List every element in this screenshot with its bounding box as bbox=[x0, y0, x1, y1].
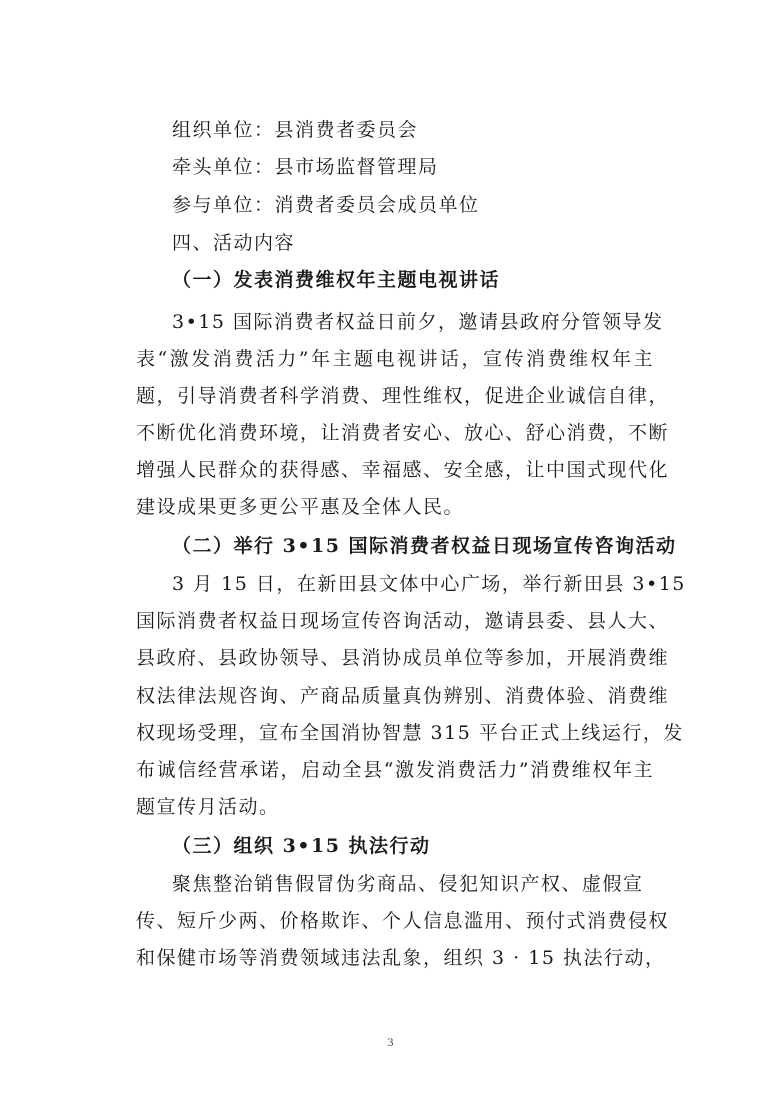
paragraph-line: 权现场受理，宣布全国消协智慧 315 平台正式上线运行，发 bbox=[136, 722, 684, 744]
organizer-label: 组织单位： bbox=[172, 119, 275, 141]
paragraph-line: 聚焦整治销售假冒伪劣商品、侵犯知识产权、虚假宣 bbox=[172, 873, 644, 895]
paragraph-line: 布诚信经营承诺，启动全县“激发消费活力”消费维权年主 bbox=[136, 759, 654, 781]
page-number: 3 bbox=[387, 1035, 394, 1049]
paragraph-line: 题宣传月活动。 bbox=[136, 796, 280, 818]
paragraph-line: 表“激发消费活力”年主题电视讲话，宣传消费维权年主 bbox=[136, 348, 654, 370]
subsection-1-title: （一）发表消费维权年主题电视讲话 bbox=[172, 269, 501, 291]
organizer-value: 县消费者委员会 bbox=[274, 119, 419, 141]
lead-unit-line bbox=[172, 155, 439, 179]
paragraph-line: 权法律法规咨询、产商品质量真伪辨别、消费体验、消费维 bbox=[136, 685, 670, 707]
paragraph-line: 3•15 国际消费者权益日前夕，邀请县政府分管领导发 bbox=[172, 311, 664, 333]
participant-label: 参与单位： bbox=[172, 194, 275, 216]
paragraph-line: 国际消费者权益日现场宣传咨询活动，邀请县委、县人大、 bbox=[136, 610, 670, 632]
paragraph-line: 和保健市场等消费领域违法乱象，组织 3 · 15 执法行动， bbox=[136, 947, 666, 969]
paragraph-line: 题，引导消费者科学消费、理性维权，促进企业诚信自律， bbox=[136, 385, 670, 407]
subsection-2-title: （二）举行 3•15 国际消费者权益日现场宣传咨询活动 bbox=[172, 535, 677, 557]
subsection-3-title: （三）组织 3•15 执法行动 bbox=[172, 835, 431, 857]
lead-unit-label: 牵头单位： bbox=[172, 156, 275, 178]
participant-line bbox=[172, 193, 480, 217]
paragraph-line: 增强人民群众的获得感、幸福感、安全感，让中国式现代化 bbox=[136, 459, 670, 481]
paragraph-line: 不断优化消费环境，让消费者安心、放心、舒心消费，不断 bbox=[136, 422, 670, 444]
participant-value: 消费者委员会成员单位 bbox=[274, 194, 480, 216]
paragraph-line: 县政府、县政协领导、县消协成员单位等参加，开展消费维 bbox=[136, 647, 670, 669]
paragraph-line: 建设成果更多更公平惠及全体人民。 bbox=[136, 496, 465, 518]
section-four-title: 四、活动内容 bbox=[172, 232, 296, 254]
organizer-line bbox=[172, 118, 418, 142]
paragraph-line: 传、短斤少两、价格欺诈、个人信息滥用、预付式消费侵权 bbox=[136, 910, 670, 932]
paragraph-line: 3 月 15 日，在新田县文体中心广场，举行新田县 3•15 bbox=[172, 573, 686, 595]
lead-unit-value: 县市场监督管理局 bbox=[274, 156, 439, 178]
